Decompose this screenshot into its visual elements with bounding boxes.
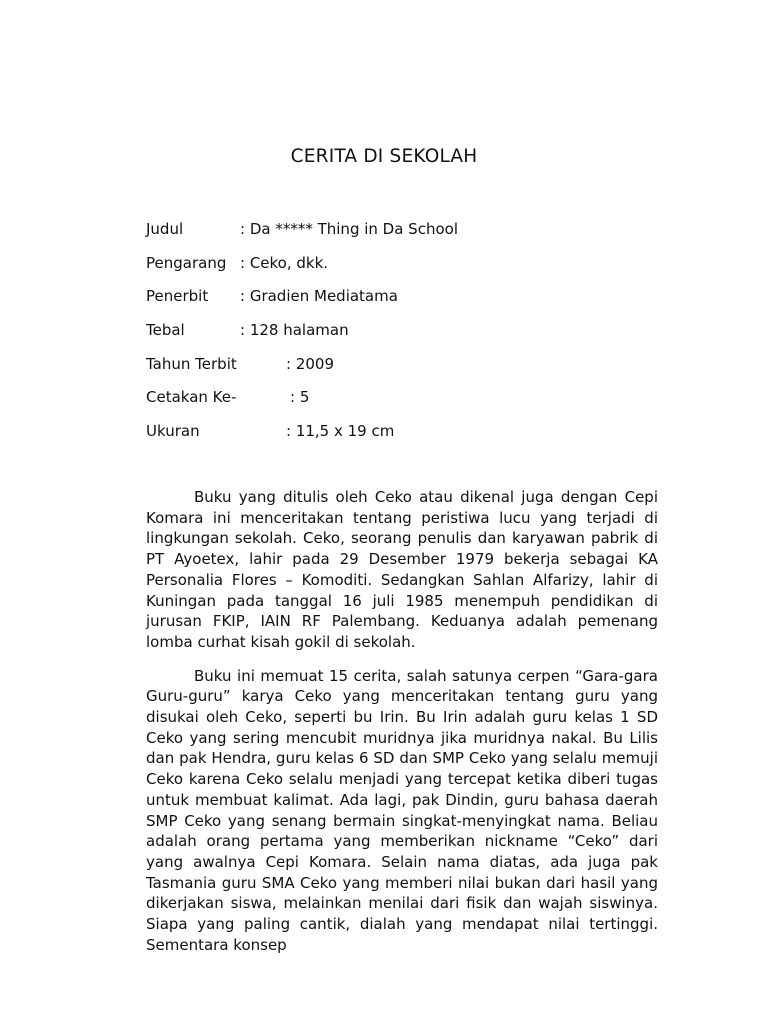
document-body [146, 487, 658, 968]
document-title: CERITA DI SEKOLAH [290, 146, 478, 167]
body-paragraph: Buku yang ditulis oleh Ceko atau dikenal juga dengan Cepi Komara ini menceritakan tentang peristiwa lucu yang terjadi di lingkungan sekolah. Ceko, seorang penulis dan karyawan pabrik di PT Ayoetex, lahir pada 29 Desember 1979 bekerja sebagai KA Personalia Flores – Komoditi. Sedangkan Sahlan Alfarizy, lahir di Kuningan pada tanggal 16 juli 1985 menempuh pendidikan di jurusan FKIP, IAIN RF Palembang. Keduanya adalah pemenang lomba curhat kisah gokil di sekolah. [146, 488, 658, 651]
metadata-label: Tebal [146, 321, 185, 340]
metadata-value: : 11,5 x 19 cm [286, 422, 395, 441]
metadata-label: Pengarang [146, 253, 227, 272]
metadata-value: : Gradien Mediatama [240, 287, 398, 306]
metadata-label: Penerbit [146, 287, 209, 306]
metadata-value: : 128 halaman [240, 321, 349, 340]
body-paragraph: Buku ini memuat 15 cerita, salah satunya cerpen “Gara-gara Guru-guru” karya Ceko yang menceritakan tentang guru yang disukai oleh Ceko, seperti bu Irin. Bu Irin adalah guru kelas 1 SD Ceko yang sering mencubit muridnya jika muridnya nakal. Bu Lilis dan pak Hendra, guru kelas 6 SD dan SMP Ceko yang selalu memuji Ceko karena Ceko selalu menjadi yang tercepat ketika diberi tugas untuk membuat kalimat. Ada lagi, pak Dindin, guru bahasa daerah SMP Ceko yang senang bermain singkat-menyingkat nama. Beliau adalah orang pertama yang memberikan nickname “Ceko” dari yang awalnya Cepi Komara. Selain nama diatas, ada juga pak Tasmania guru SMA Ceko yang memberi nilai bukan dari hasil yang dikerjakan siswa, melainkan menilai dari fisik dan wajah siswinya. Siapa yang paling cantik, dialah yang mendapat nilai tertinggi. Sementara konsep [146, 666, 658, 954]
metadata-value: : 5 [290, 388, 310, 407]
metadata-value: : Da ***** Thing in Da School [240, 220, 458, 238]
metadata-label: Tahun Terbit [146, 354, 237, 373]
metadata-label: Judul [146, 220, 184, 238]
metadata-value: : Ceko, dkk. [240, 253, 329, 272]
metadata-value: : 2009 [286, 354, 334, 373]
metadata-label: Cetakan Ke- [146, 388, 237, 407]
metadata-label: Ukuran [146, 422, 200, 441]
